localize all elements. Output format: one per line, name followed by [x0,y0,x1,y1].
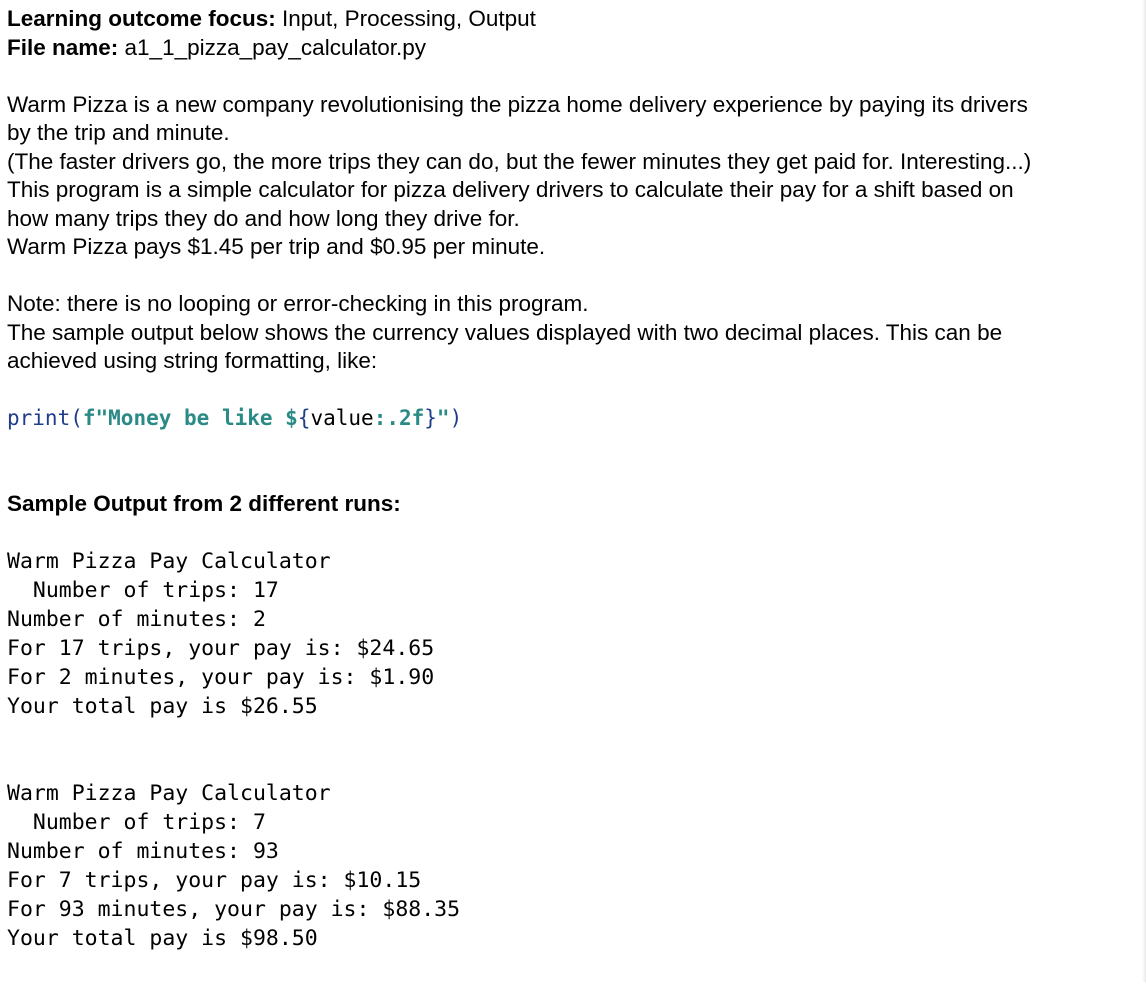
code-variable: value [310,405,374,430]
output-line: Your total pay is $98.50 [7,925,318,951]
file-name-label: File name: [7,34,119,60]
code-brace-open: { [297,405,311,430]
spacer [7,62,1139,91]
learning-outcome-label: Learning outcome focus: [7,6,276,31]
output-line: Number of trips: 7 [7,809,266,835]
code-brace-close: } [424,405,437,430]
code-example [7,404,1139,433]
sample-run-1 [7,547,1139,721]
description-line: Warm Pizza pays $1.45 per trip and $0.95 per minute. [7,234,546,259]
output-line: Number of minutes: 2 [7,606,266,632]
output-line: For 17 trips, your pay is: $24.65 [7,635,435,661]
file-name-line [7,34,1139,63]
note-line: Note: there is no looping or error-checking in this program. [7,291,589,316]
note-line: The sample output below shows the currency values displayed with two decimal places. This can be [7,319,1003,345]
sample-output-heading: Sample Output from 2 different runs: [7,491,401,516]
code-string-end: " [436,405,450,430]
output-line: Warm Pizza Pay Calculator [7,780,331,806]
description-line: This program is a simple calculator for pizza delivery drivers to calculate their pay for a shift based on [7,177,1014,202]
output-line: Number of minutes: 93 [7,838,279,864]
output-line: Warm Pizza Pay Calculator [7,548,331,574]
spacer [7,262,1139,291]
description-line: (The faster drivers go, the more trips they can do, but the fewer minutes they get paid for. Interesting...) [7,148,1032,174]
description-line: how many trips they do and how long they drive for. [7,205,520,231]
description-paragraph [7,91,1139,262]
output-line: For 2 minutes, your pay is: $1.90 [7,664,435,690]
output-line: For 93 minutes, your pay is: $88.35 [7,896,461,922]
sample-run-2 [7,779,1139,953]
page-edge-shadow [1142,0,1146,982]
description-line: Warm Pizza is a new company revolutionising the pizza home delivery experience by paying its drivers [7,91,1028,117]
output-line: Number of trips: 17 [7,577,279,603]
learning-outcome-line [7,5,1139,34]
note-line: achieved using string formatting, like: [7,348,378,373]
learning-outcome-value: Input, Processing, Output [275,6,536,31]
code-paren-open: ( [70,405,83,430]
code-format-spec: :.2f [373,405,425,430]
output-line: Your total pay is $26.55 [7,693,318,719]
description-line: by the trip and minute. [7,120,230,145]
output-line: For 7 trips, your pay is: $10.15 [7,867,422,893]
code-string-start: f"Money be like $ [82,405,298,430]
note-paragraph [7,290,1139,376]
document-page [7,5,1139,953]
file-name-value: a1_1_pizza_pay_calculator.py [118,34,426,60]
code-function: print [7,405,71,430]
code-paren-close: ) [449,405,463,430]
